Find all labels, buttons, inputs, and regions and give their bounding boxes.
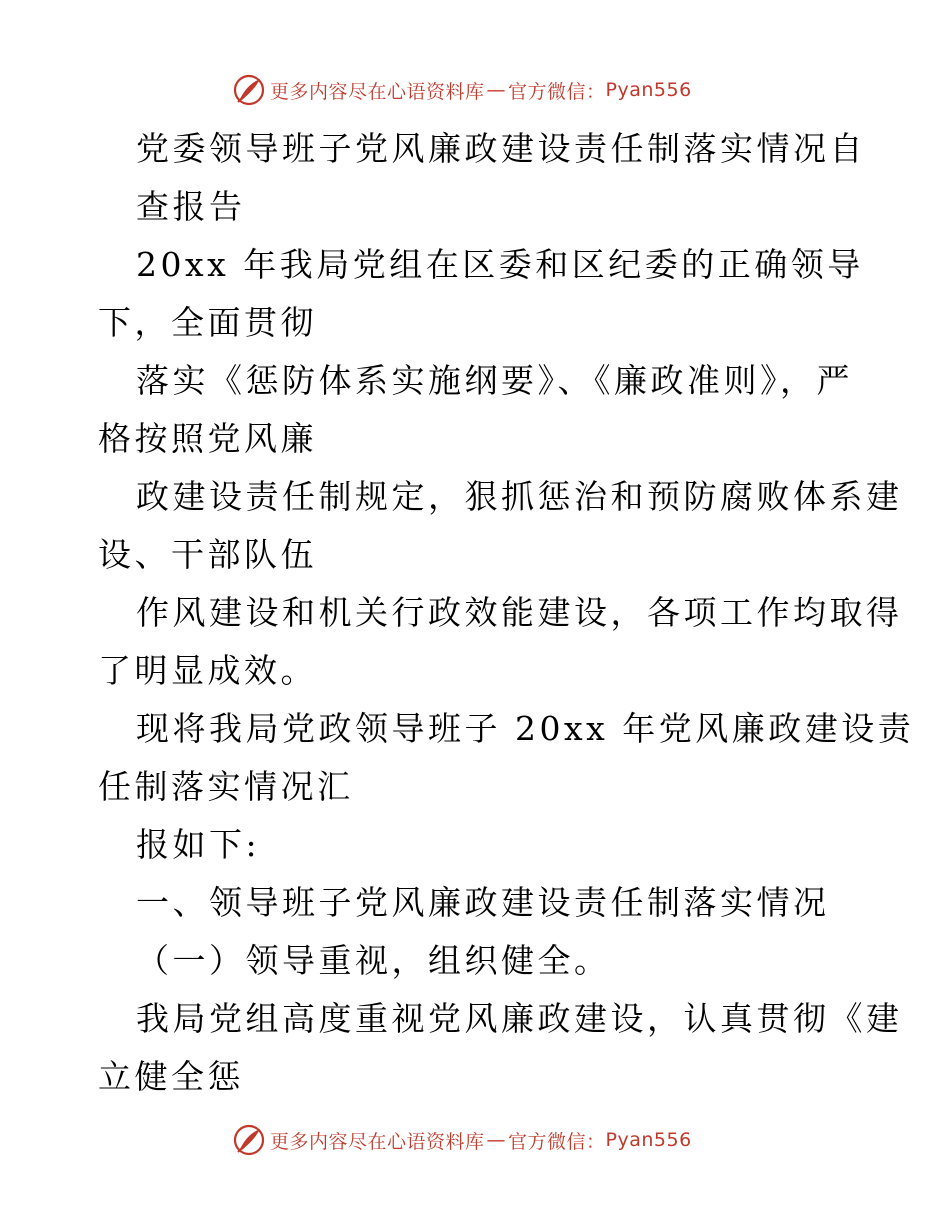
text-line: 政建设责任制规定，狠抓惩治和预防腐败体系建 [136,477,903,516]
text-line: 落实《惩防体系实施纲要》、《廉政准则》，严 [136,361,853,400]
text-line: 作风建设和机关行政效能建设，各项工作均取得 [136,593,903,632]
text-line: 了明显成效。 [98,651,317,690]
watermark-account: Pyan556 [605,79,692,101]
footer-watermark [232,1122,832,1158]
text-line: 任制落实情况汇 [98,767,354,806]
text-line: 立健全惩 [98,1057,244,1096]
quill-logo-icon [232,73,266,107]
text-line: 现将我局党政领导班子 20xx 年党风廉政建设责 [136,709,915,748]
watermark-account: Pyan556 [605,1129,692,1151]
text-line: 我局党组高度重视党风廉政建设，认真贯彻《建 [136,999,903,1038]
watermark-official-label: 官方微信： [508,1130,606,1153]
text-line: 一、领导班子党风廉政建设责任制落实情况 [136,883,830,922]
text-line: 设、干部队伍 [98,535,317,574]
text-line: 党委领导班子党风廉政建设责任制落实情况自 [136,129,866,168]
watermark-dash: — [486,79,507,101]
text-line: 20xx 年我局党组在区委和区纪委的正确领导 [136,245,864,284]
document-body [98,120,915,1106]
watermark-site-text: 更多内容尽在心语资料库 [270,80,485,103]
text-line: 下，全面贯彻 [98,303,317,342]
text-line: 查报告 [136,187,246,226]
watermark-site-text: 更多内容尽在心语资料库 [270,1130,485,1153]
quill-logo-icon [232,1123,266,1157]
watermark-dash: — [486,1129,507,1151]
watermark-official-label: 官方微信： [508,80,606,103]
header-watermark [232,72,832,108]
text-line: 报如下: [136,825,261,864]
text-line: （一）领导重视，组织健全。 [136,941,611,980]
text-line: 格按照党风廉 [98,419,317,458]
